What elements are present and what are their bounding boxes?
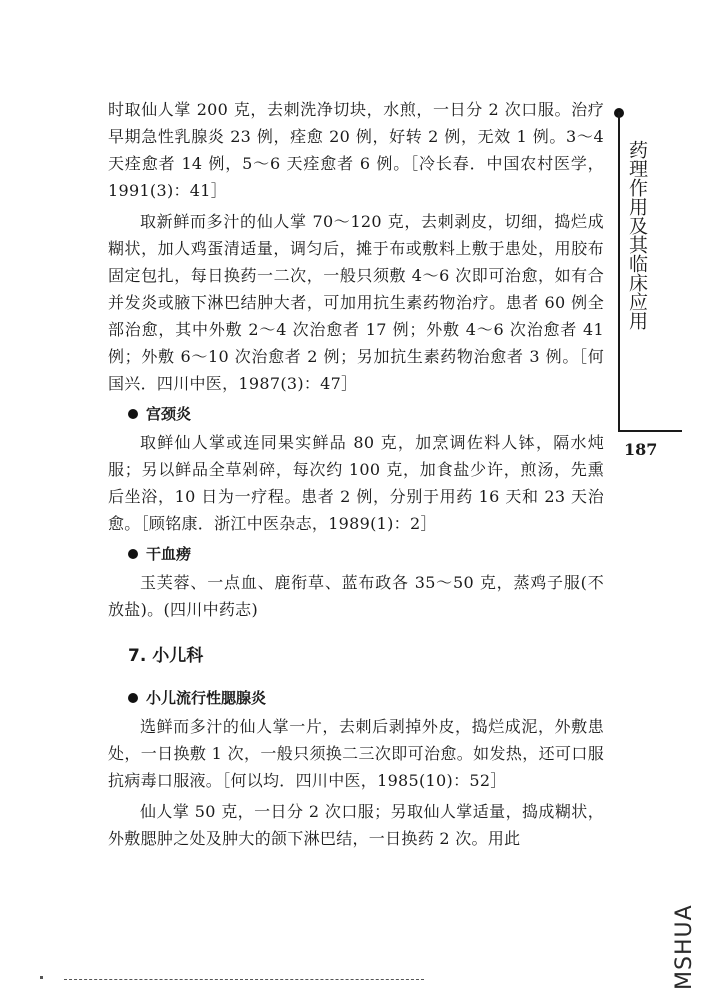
subheading-label: 干血痨 (146, 545, 192, 563)
paragraph-2: 取新鲜而多汁的仙人掌 70～120 克，去刺剥皮，切细，捣烂成糊状，加人鸡蛋清适量，调匀后，摊于布或敷料上敷于患处，用胶布固定包扎，每日换药一二次，一般只须敷 4～6 次即可治愈，如有合并发炎或腋下淋巴结肿大者，可加用抗生素药物治疗。患者 60 例全部治愈，其中外敷 2～4 次治愈者 17 例；外敷 4～6 次治愈者 41 例；外敷 6～10 次治愈者 2 例；另加抗生素药物治愈者 3 例。［何国兴．四川中医，1987(3)：47］ (108, 212, 604, 393)
paragraph-4: 玉芙蓉、一点血、鹿衔草、蓝布政各 35～50 克，蒸鸡子服(不放盐)。(四川中药志) (108, 573, 604, 619)
subheading-cervicitis (108, 401, 604, 427)
side-vertical-rule (618, 112, 620, 432)
chapter-side-title: 药理作用及其临床应用 (626, 140, 648, 330)
page-number: 187 (624, 440, 658, 459)
watermark-text: MSHUA (672, 904, 697, 990)
side-horizontal-rule (618, 430, 682, 432)
main-text-block (108, 96, 604, 852)
subheading-label: 小儿流行性腮腺炎 (146, 689, 267, 707)
subheading-label: 宫颈炎 (146, 405, 192, 423)
bullet-icon (128, 409, 138, 419)
bullet-icon (128, 693, 138, 703)
section-heading-pediatrics: 7. 小儿科 (128, 646, 204, 666)
bullet-icon (128, 549, 138, 559)
subheading-mumps (108, 685, 604, 711)
scan-artifact-mark (40, 976, 43, 979)
paragraph-1: 时取仙人掌 200 克，去刺洗净切块，水煎，一日分 2 次口服。治疗早期急性乳腺炎 23 例，痊愈 20 例，好转 2 例，无效 1 例。3～4 天痊愈者 14 例，5～6 天痊愈者 6 例。［冷长春．中国农村医学，1991(3)：41］ (108, 100, 604, 200)
scan-artifact-rule (64, 979, 424, 980)
paragraph-5: 选鲜而多汁的仙人掌一片，去刺后剥掉外皮，捣烂成泥，外敷患处，一日换敷 1 次，一般只须换二三次即可治愈。如发热，还可口服抗病毒口服液。［何以均．四川中医，1985(10)：52］ (108, 717, 604, 790)
paragraph-6: 仙人掌 50 克，一日分 2 次口服；另取仙人掌适量，捣成糊状，外敷腮肿之处及肿大的颌下淋巴结，一日换药 2 次。用此 (108, 802, 604, 848)
paragraph-3: 取鲜仙人掌或连同果实鲜品 80 克，加烹调佐料人钵，隔水炖服；另以鲜品全草剁碎，每次约 100 克，加食盐少许，煎汤，先熏后坐浴，10 日为一疗程。患者 2 例，分别于用药 16 天和 23 天治愈。［顾铭康．浙江中医杂志，1989(1)：2］ (108, 433, 604, 533)
subheading-dry-blood (108, 541, 604, 567)
